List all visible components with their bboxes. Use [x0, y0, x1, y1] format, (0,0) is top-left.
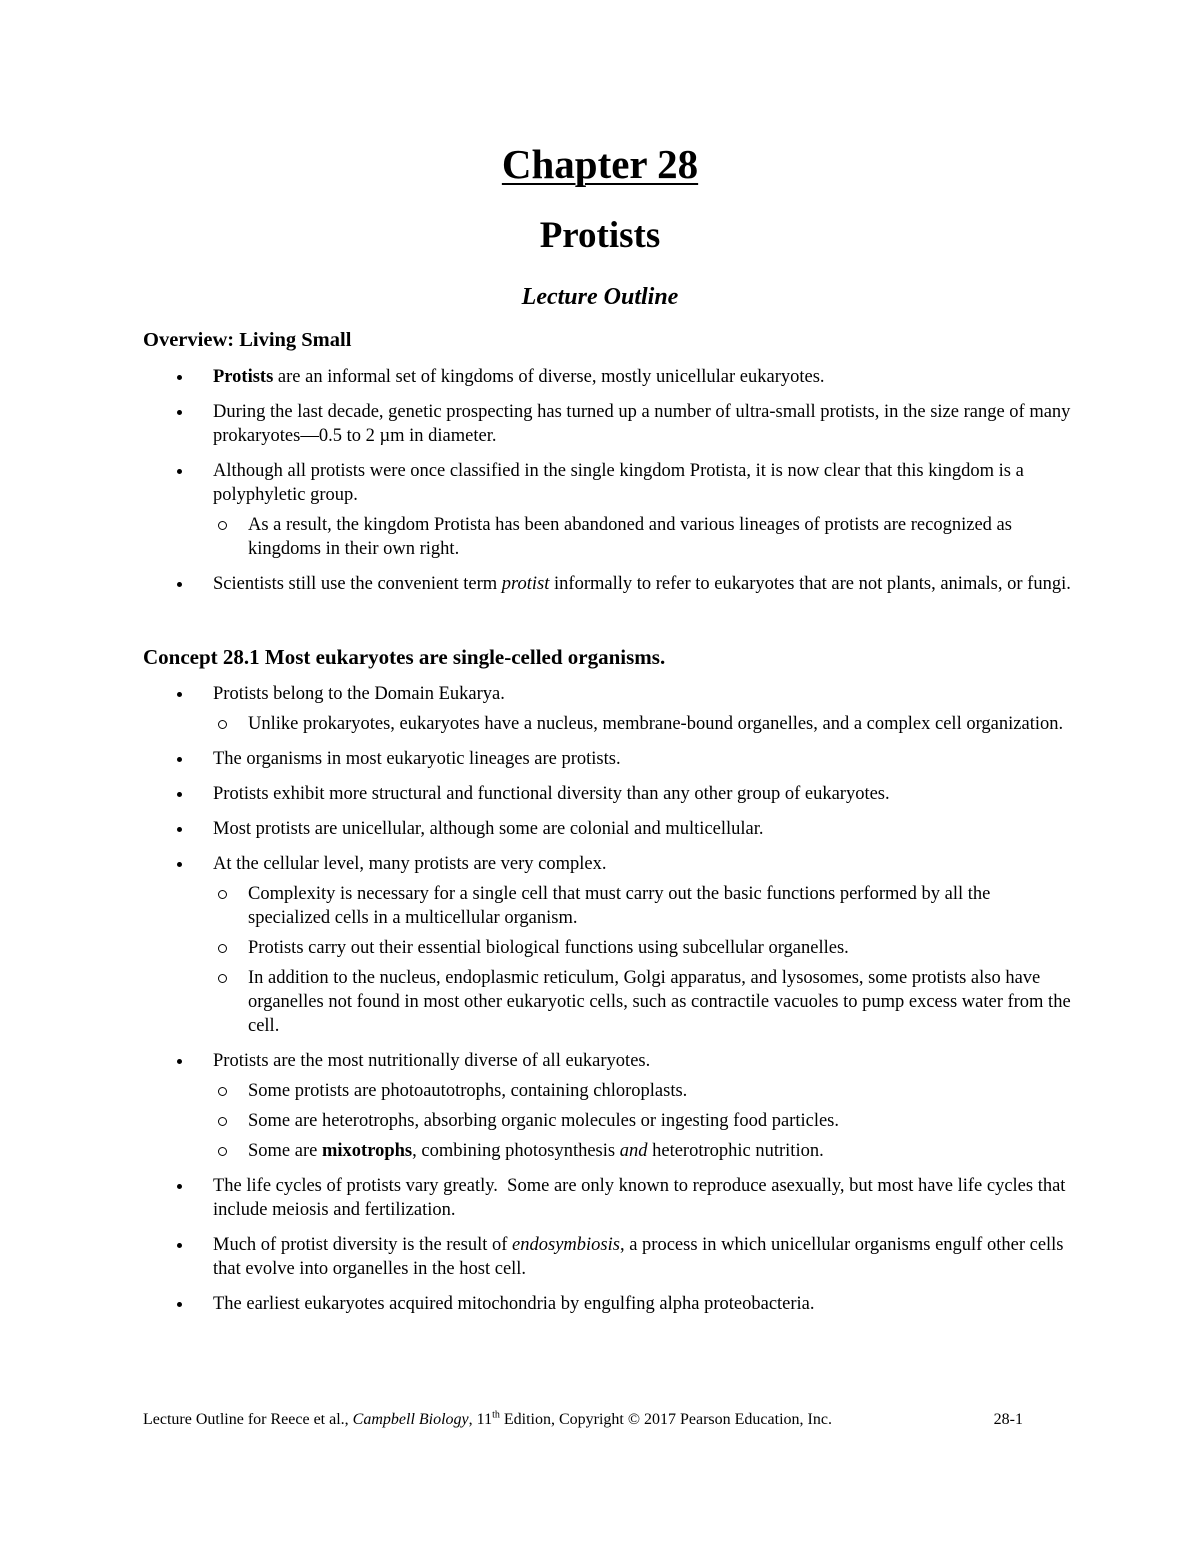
sub-list-item: [213, 882, 1073, 930]
list-item-text: heterotrophic nutrition.: [647, 1141, 824, 1161]
list-item-text: As a result, the kingdom Protista has been abandoned and various lineages of protists are recognized as kingdoms in their own right.: [248, 515, 1012, 559]
list-item-text: Protists exhibit more structural and functional diversity than any other group of eukaryotes.: [213, 784, 890, 804]
chapter-title: Chapter 28: [501, 141, 699, 187]
footer-text: , 11: [468, 1411, 493, 1428]
sub-list: [213, 1079, 1073, 1163]
list-item: [143, 1292, 1073, 1316]
list-item: [143, 782, 1073, 806]
list-item: [143, 1049, 1073, 1163]
list-item: [143, 852, 1073, 1038]
sub-list-item: [213, 966, 1073, 1038]
list-item: [143, 459, 1073, 561]
sub-list: [213, 513, 1073, 561]
sub-list: [213, 712, 1073, 736]
list-item-text: In addition to the nucleus, endoplasmic reticulum, Golgi apparatus, and lysosomes, some protists also have organelles not found in most other eukaryotic cells, such as contractile vacuoles to pump excess water from the cell.: [248, 968, 1071, 1036]
list-item-text: , a process in which unicellular organisms engulf other cells that evolve into organelles in the host cell.: [213, 1235, 1064, 1279]
list-item-text: The organisms in most eukaryotic lineages are protists.: [213, 749, 621, 769]
book-title: Campbell Biology: [352, 1411, 469, 1428]
list-item-text: Protists belong to the Domain Eukarya.: [213, 684, 505, 704]
list-item: [143, 572, 1073, 596]
bold-term: Protists: [213, 367, 274, 387]
page-number: 28-1: [993, 1411, 1023, 1428]
page-footer: [143, 1410, 1023, 1430]
list-item-text: informally to refer to eukaryotes that are not plants, animals, or fungi.: [549, 574, 1071, 594]
bold-term: mixotrophs: [321, 1141, 413, 1161]
list-item-text: Although all protists were once classified in the single kingdom Protista, it is now clear that this kingdom is a polyphyletic group.: [213, 461, 1024, 505]
sub-list-item: [213, 513, 1073, 561]
footer-text: Edition, Copyright © 2017 Pearson Education, Inc.: [499, 1411, 832, 1428]
list-item-text: Most protists are unicellular, although some are colonial and multicellular.: [213, 819, 764, 839]
list-item-text: Some are heterotrophs, absorbing organic molecules or ingesting food particles.: [248, 1111, 839, 1131]
italic-term: protist: [501, 574, 550, 594]
list-item-text: Protists carry out their essential biological functions using subcellular organelles.: [248, 938, 849, 958]
list-item: [143, 747, 1073, 771]
chapter-subject: Protists: [539, 215, 661, 256]
edition-superscript: th: [492, 1409, 500, 1421]
list-item-text: Complexity is necessary for a single cell that must carry out the basic functions performed by all the specialized cells in a multicellular organism.: [248, 884, 991, 928]
list-item: [143, 365, 1073, 389]
list-item: [143, 400, 1073, 448]
section-heading-concept-28-1: Concept 28.1 Most eukaryotes are single-celled organisms.: [143, 645, 666, 669]
footer-text: Lecture Outline for Reece et al.,: [143, 1411, 353, 1428]
list-item-text: Protists are the most nutritionally diverse of all eukaryotes.: [213, 1051, 651, 1071]
italic-term: endosymbiosis: [512, 1235, 620, 1255]
sub-list-item: [213, 1139, 1073, 1163]
list-item: [143, 682, 1073, 736]
list-item-text: , combining photosynthesis: [412, 1141, 620, 1161]
sub-list-item: [213, 712, 1073, 736]
list-item-text: During the last decade, genetic prospecting has turned up a number of ultra-small protists, in the size range of many prokaryotes—0.5 to 2 µm in diameter.: [213, 402, 1071, 446]
list-item-text: At the cellular level, many protists are very complex.: [213, 854, 607, 874]
list-item-text: Some are: [248, 1141, 322, 1161]
list-item-text: Scientists still use the convenient term: [213, 574, 502, 594]
section-heading-overview: Overview: Living Small: [143, 329, 352, 351]
list-item-text: Some protists are photoautotrophs, containing chloroplasts.: [248, 1081, 688, 1101]
list-item-text: The life cycles of protists vary greatly. Some are only known to reproduce asexually, but most have life cycles that include meiosis and fertilization.: [213, 1176, 1071, 1220]
sub-list-item: [213, 936, 1073, 960]
list-item-text: Unlike prokaryotes, eukaryotes have a nucleus, membrane-bound organelles, and a complex cell organization.: [248, 714, 1064, 734]
list-item: [143, 1233, 1073, 1281]
document-body: [143, 327, 1073, 1327]
bullet-list-overview: [143, 365, 1073, 596]
outline-label: Lecture Outline: [521, 284, 679, 310]
italic-term: and: [619, 1141, 648, 1161]
sub-list-item: [213, 1079, 1073, 1103]
list-item: [143, 1174, 1073, 1222]
sub-list: [213, 882, 1073, 1038]
list-item-text: are an informal set of kingdoms of diverse, mostly unicellular eukaryotes.: [273, 367, 825, 387]
bullet-list-concept: [143, 682, 1073, 1316]
list-item: [143, 817, 1073, 841]
sub-list-item: [213, 1109, 1073, 1133]
list-item-text: The earliest eukaryotes acquired mitochondria by engulfing alpha proteobacteria.: [213, 1294, 815, 1314]
list-item-text: Much of protist diversity is the result of: [213, 1235, 513, 1255]
